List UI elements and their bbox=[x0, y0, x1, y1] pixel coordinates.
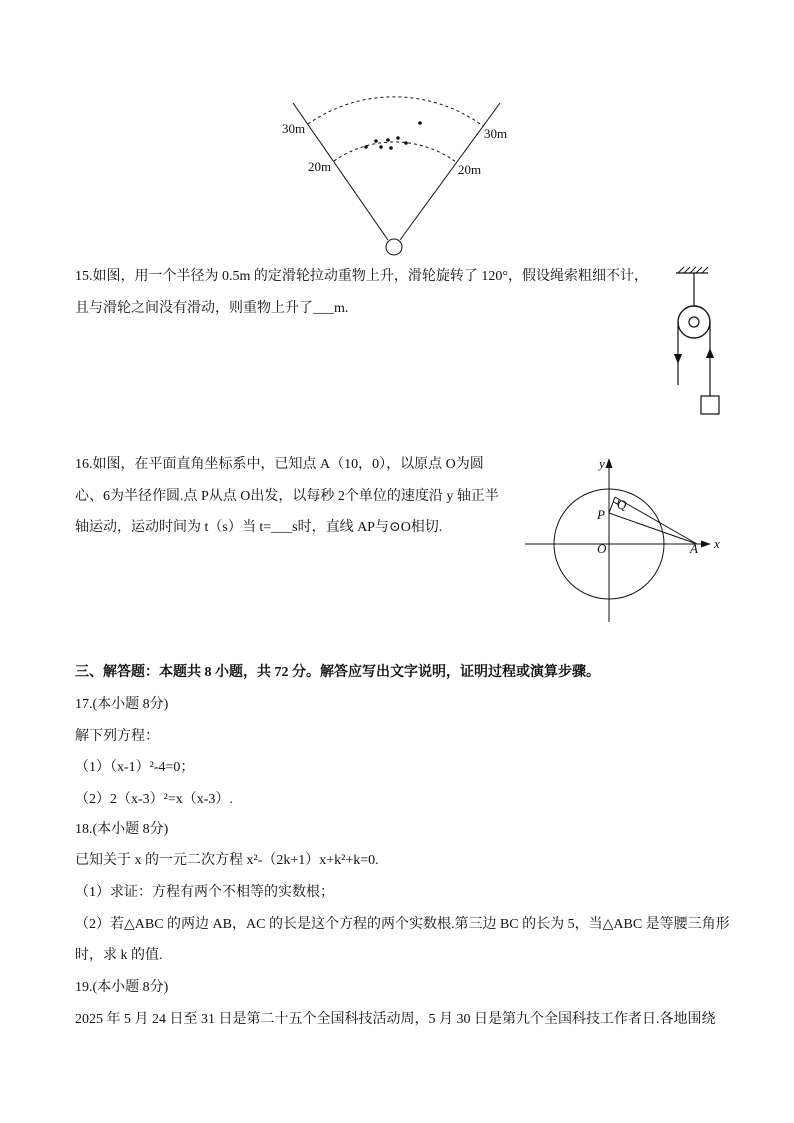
label-point-q: Q bbox=[617, 497, 627, 512]
scatter-dot bbox=[396, 136, 400, 140]
q18-title: 18.(本小题 8分) bbox=[75, 822, 169, 837]
arrow-up-icon bbox=[706, 348, 714, 358]
scatter-dot bbox=[389, 146, 393, 150]
line-qa bbox=[615, 497, 697, 544]
q18-stem: 已知关于 x 的一元二次方程 x²-（2k+1）x+k²+k=0. bbox=[75, 853, 379, 868]
q16-line-3: 轴运动，运动时间为 t（s）当 t=___s时，直线 AP与⊙O相切. bbox=[75, 520, 443, 535]
q18-part-2-line-1: （2）若△ABC 的两边 AB，AC 的长是这个方程的两个实数根.第三边 BC 的长为 5，当△ABC 是等腰三角形 bbox=[75, 917, 730, 932]
pulley-figure bbox=[660, 262, 730, 418]
q17-title: 17.(本小题 8分) bbox=[75, 697, 169, 712]
q15-line-2: 且与滑轮之间没有滑动，则重物上升了___m. bbox=[75, 301, 349, 316]
weight-box bbox=[701, 396, 719, 414]
line-pa bbox=[609, 513, 697, 544]
label-x-axis: x bbox=[714, 536, 720, 551]
scatter-dot bbox=[404, 141, 408, 145]
ceiling-hatch bbox=[702, 267, 708, 273]
scatter-dot bbox=[374, 139, 378, 143]
label-outer-left: 30m bbox=[282, 121, 306, 136]
q18-part-1: （1）求证：方程有两个不相等的实数根； bbox=[75, 885, 334, 900]
label-outer-right: 30m bbox=[484, 126, 508, 141]
q16-line-2: 心、6为半径作圆.点 P从点 O出发，以每秒 2个单位的速度沿 y 轴正半 bbox=[75, 489, 499, 504]
ceiling-hatch bbox=[696, 267, 702, 273]
q16-line-1: 16.如图，在平面直角坐标系中，已知点 A（10，0），以原点 O为圆 bbox=[75, 457, 484, 472]
sector-figure bbox=[270, 95, 520, 260]
scatter-dot bbox=[364, 145, 368, 149]
label-point-p: P bbox=[597, 507, 605, 522]
pulley-axle bbox=[689, 317, 699, 327]
label-point-a: A bbox=[690, 541, 698, 556]
coordinate-figure bbox=[520, 452, 725, 627]
label-y-axis: y bbox=[599, 456, 605, 471]
q19-title: 19.(本小题 8分) bbox=[75, 980, 169, 995]
scatter-dot bbox=[379, 145, 383, 149]
label-inner-left: 20m bbox=[308, 159, 332, 174]
line-pq bbox=[609, 497, 615, 513]
y-axis-arrow-icon bbox=[606, 458, 613, 468]
scatter-dot bbox=[386, 138, 390, 142]
sector-right-edge bbox=[400, 103, 500, 240]
q19-stem-line-1: 2025 年 5 月 24 日至 31 日是第二十五个全国科技活动周，5 月 30 日是第九个全国科技工作者日.各地围绕 bbox=[75, 1012, 716, 1027]
arrow-down-icon bbox=[674, 354, 682, 364]
q17-prompt: 解下列方程： bbox=[75, 729, 159, 744]
ceiling-hatch bbox=[690, 267, 696, 273]
inner-dashed-arc bbox=[334, 142, 456, 162]
q15-line-1: 15.如图，用一个半径为 0.5m 的定滑轮拉动重物上升，滑轮旋转了 120°，假设绳索粗细不计， bbox=[75, 269, 648, 284]
label-inner-right: 20m bbox=[458, 162, 482, 177]
q17-part-1: （1）（x-1）²-4=0； bbox=[75, 760, 195, 775]
q17-part-2: （2）2（x-3）²=x（x-3）. bbox=[75, 792, 233, 807]
label-origin: O bbox=[597, 541, 607, 556]
section-3-header: 三、解答题：本题共 8 小题，共 72 分。解答应写出文字说明，证明过程或演算步骤。 bbox=[75, 665, 600, 680]
ceiling-hatch bbox=[684, 267, 690, 273]
sector-vertex-circle bbox=[386, 239, 402, 255]
outer-dashed-arc bbox=[308, 97, 483, 126]
q18-part-2-line-2: 时，求 k 的值. bbox=[75, 948, 163, 963]
x-axis-arrow-icon bbox=[701, 541, 711, 548]
scatter-dot bbox=[418, 121, 422, 125]
ceiling-hatch bbox=[678, 267, 684, 273]
